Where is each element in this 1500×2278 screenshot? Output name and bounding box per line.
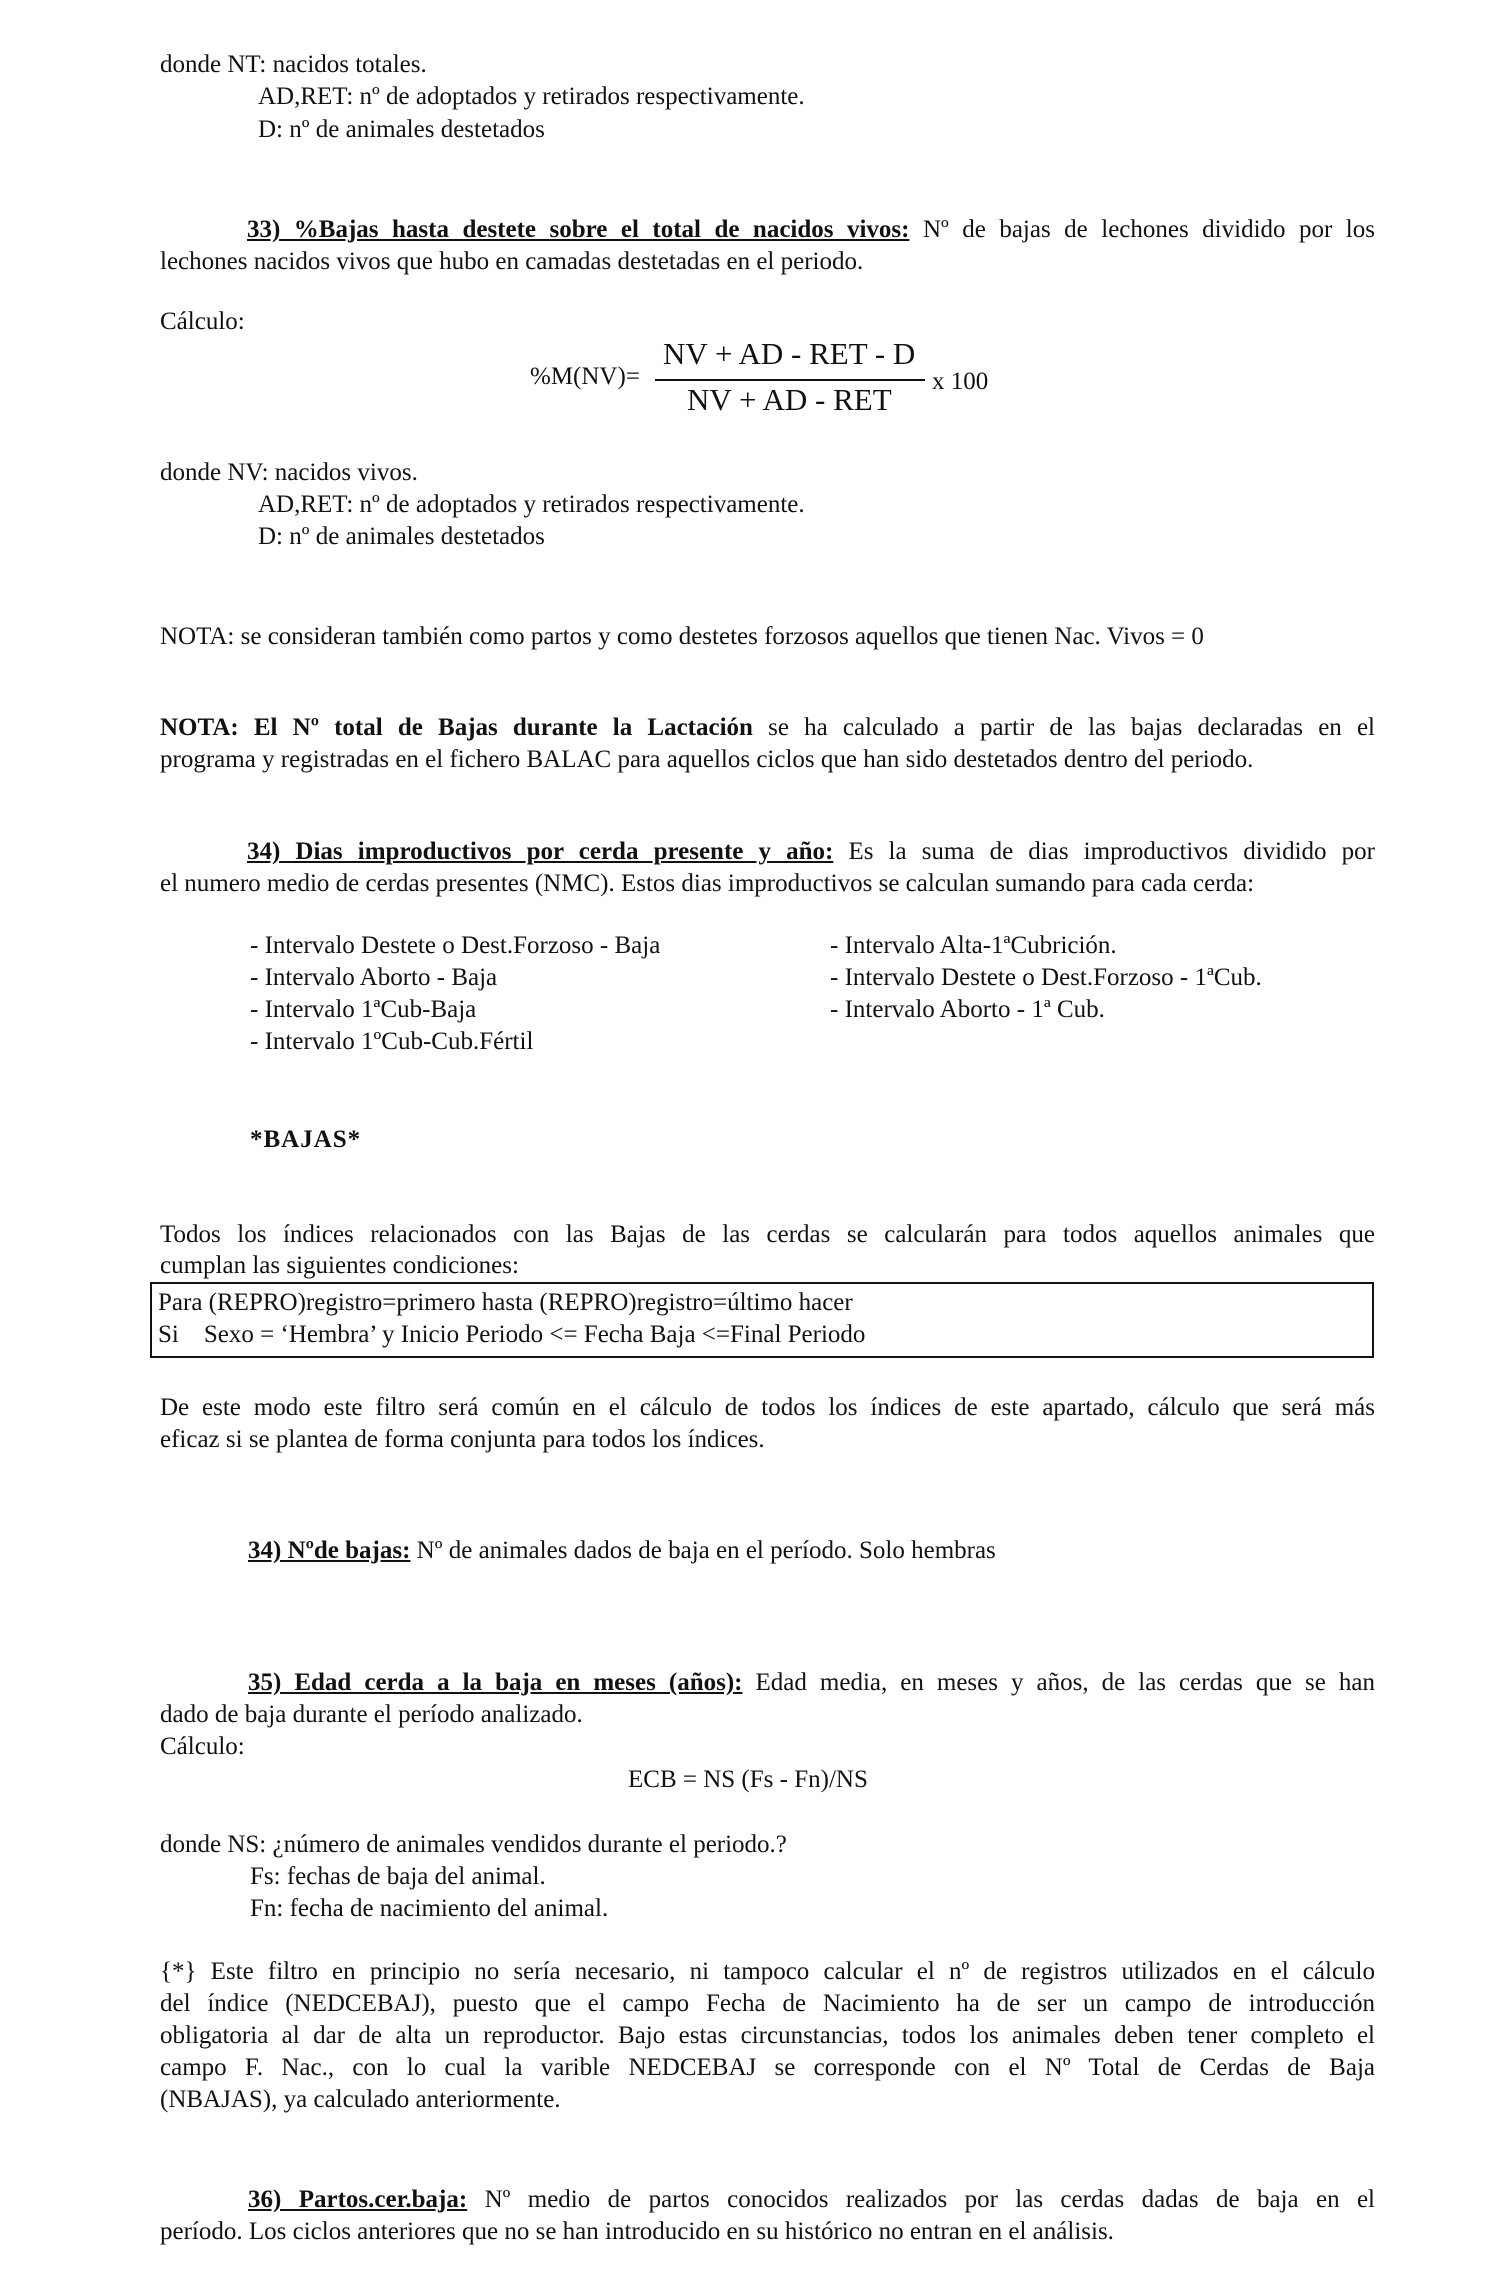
intervals-right-list xyxy=(830,930,1262,1026)
formula-lhs: %M(NV)= xyxy=(530,363,640,390)
calc-label: Cálculo: xyxy=(160,308,245,335)
section-36-desc-cont: período. Los ciclos anteriores que no se han introducido en su histórico no entran en el análisis. xyxy=(160,2218,1114,2245)
section-34a-desc-cont: el numero medio de cerdas presentes (NMC). Estos dias improductivos se calculan sumando para cada cerda: xyxy=(160,870,1255,897)
section-34b-desc: Nº de animales dados de baja en el período. Solo hembras xyxy=(410,1537,996,1564)
section-35-desc-cont: dado de baja durante el período analizado. xyxy=(160,1701,583,1728)
filter-note-line-5: (NBAJAS), ya calculado anteriormente. xyxy=(160,2086,561,2113)
nota-2-line-2: programa y registradas en el fichero BALAC para aquellos ciclos que han sido destetados dentro del periodo. xyxy=(160,746,1254,773)
interval-item: - Intervalo Aborto - 1ª Cub. xyxy=(830,996,1105,1023)
nota-2-line-1 xyxy=(160,713,1375,743)
section-33-title: 33) %Bajas hasta destete sobre el total de nacidos vivos: xyxy=(247,216,910,243)
bajas-paragraph-line-1: Todos los índices relacionados con las Bajas de las cerdas se calcularán para todos aquellos animales que xyxy=(160,1221,1375,1248)
nota-2-rest: se ha calculado a partir de las bajas declaradas en el xyxy=(752,714,1375,741)
filter-note-line-2: del índice (NEDCEBAJ), puesto que el campo Fecha de Nacimiento ha de ser un campo de introducción xyxy=(160,1990,1375,2017)
filter-note-line-3: obligatoria al dar de alta un reproductor. Bajo estas circunstancias, todos los animales deben tener completo el xyxy=(160,2022,1375,2049)
formula-numerator: NV + AD - RET - D xyxy=(663,336,916,371)
nv-definition: donde NV: nacidos vivos. xyxy=(160,459,418,486)
section-36-title: 36) Partos.cer.baja: xyxy=(248,2186,468,2213)
fn-definition: Fn: fecha de nacimiento del animal. xyxy=(250,1895,609,1922)
section-34b-title: 34) Nºde bajas: xyxy=(248,1537,411,1564)
section-34a-heading-line xyxy=(160,837,1375,867)
interval-item: - Intervalo Alta-1ªCubrición. xyxy=(830,932,1117,959)
calc-label-2: Cálculo: xyxy=(160,1733,245,1760)
ns-definition: donde NS: ¿número de animales vendidos durante el periodo.? xyxy=(160,1831,787,1858)
ad-ret-definition-2: AD,RET: nº de adoptados y retirados respectivamente. xyxy=(258,491,805,518)
ecb-formula: ECB = NS (Fs - Fn)/NS xyxy=(628,1766,868,1793)
ad-ret-definition: AD,RET: nº de adoptados y retirados respectivamente. xyxy=(258,83,805,110)
nt-definition: donde NT: nacidos totales. xyxy=(160,51,427,78)
nota-2-bold: NOTA: El Nº total de Bajas durante la Lactación xyxy=(160,714,753,741)
section-33-desc-cont: lechones nacidos vivos que hubo en camadas destetadas en el periodo. xyxy=(160,248,864,275)
section-36-heading-line xyxy=(160,2185,1375,2215)
pseudocode-line-1: Para (REPRO)registro=primero hasta (REPRO)registro=último hacer xyxy=(158,1289,853,1316)
filter-note-line-1: {*} Este filtro en principio no sería necesario, ni tampoco calcular el nº de registros utilizados en el cálculo xyxy=(160,1958,1375,1985)
interval-item: - Intervalo Aborto - Baja xyxy=(250,964,498,991)
formula-denominator: NV + AD - RET xyxy=(687,382,892,417)
section-33-desc: Nº de bajas de lechones dividido por los xyxy=(909,216,1375,243)
fs-definition: Fs: fechas de baja del animal. xyxy=(250,1863,546,1890)
section-35-desc: Edad media, en meses y años, de las cerdas que se han xyxy=(742,1669,1375,1696)
section-34b-line xyxy=(248,1536,996,1566)
d-definition: D: nº de animales destetados xyxy=(258,116,545,143)
bajas-heading: *BAJAS* xyxy=(250,1126,362,1153)
intervals-left-list xyxy=(250,930,660,1058)
section-33-heading-line xyxy=(160,215,1375,245)
formula-multiplier: x 100 xyxy=(932,368,989,395)
section-35-title: 35) Edad cerda a la baja en meses (años): xyxy=(248,1669,743,1696)
interval-item: - Intervalo Destete o Dest.Forzoso - 1ªCub. xyxy=(830,964,1262,991)
bajas-paragraph-line-4: eficaz si se plantea de forma conjunta para todos los índices. xyxy=(160,1426,765,1453)
section-34a-title: 34) Dias improductivos por cerda presente y año: xyxy=(247,838,834,865)
d-definition-2: D: nº de animales destetados xyxy=(258,523,545,550)
pseudocode-line-2: Si Sexo = ‘Hembra’ y Inicio Periodo <= Fecha Baja <=Final Periodo xyxy=(158,1321,866,1348)
nota-1: NOTA: se consideran también como partos y como destetes forzosos aquellos que tienen Nac. Vivos = 0 xyxy=(160,623,1204,650)
interval-item: - Intervalo Destete o Dest.Forzoso - Baja xyxy=(250,932,661,959)
bajas-paragraph-line-2: cumplan las siguientes condiciones: xyxy=(160,1252,519,1279)
formula-fraction xyxy=(655,336,930,426)
bajas-paragraph-line-3: De este modo este filtro será común en el cálculo de todos los índices de este apartado, cálculo que será más xyxy=(160,1394,1375,1421)
section-35-heading-line xyxy=(160,1668,1375,1698)
fraction-bar xyxy=(655,379,925,381)
section-36-desc: Nº medio de partos conocidos realizados por las cerdas dadas de baja en el xyxy=(467,2186,1375,2213)
interval-item: - Intervalo 1ºCub-Cub.Fértil xyxy=(250,1028,534,1055)
interval-item: - Intervalo 1ªCub-Baja xyxy=(250,996,477,1023)
section-34a-desc: Es la suma de dias improductivos dividido por xyxy=(833,838,1375,865)
filter-note-line-4: campo F. Nac., con lo cual la varible NEDCEBAJ se corresponde con el Nº Total de Cerdas de Baja xyxy=(160,2054,1375,2081)
filter-pseudocode-box xyxy=(150,1282,1374,1358)
